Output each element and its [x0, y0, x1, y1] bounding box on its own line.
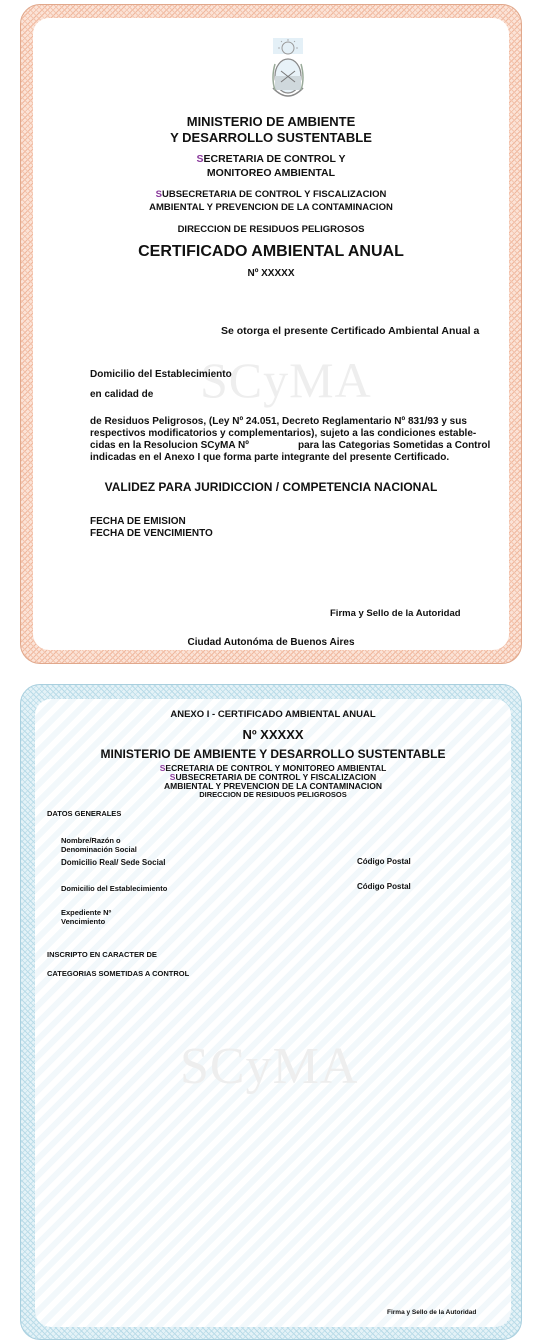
certificate-number: Nº XXXXX — [247, 268, 295, 279]
certificate-title: CERTIFICADO AMBIENTAL ANUAL — [138, 243, 404, 260]
fecha-emision-label: FECHA DE EMISION — [90, 516, 186, 527]
codigo-postal-label-1: Código Postal — [357, 857, 411, 866]
annex-inner-panel — [35, 699, 511, 1327]
datos-generales-label: DATOS GENERALES — [47, 809, 122, 818]
codigo-postal-label-2: Código Postal — [357, 882, 411, 891]
inscripto-label: INSCRIPTO EN CARACTER DE — [47, 950, 157, 959]
direccion-label: DIRECCION DE RESIDUOS PELIGROSOS — [177, 224, 365, 235]
annex-secretaria: SECRETARIA DE CONTROL Y MONITOREO AMBIENTAL — [159, 763, 387, 773]
domicilio-real-label: Domicilio Real/ Sede Social — [61, 858, 166, 867]
annex-direccion: DIRECCION DE RESIDUOS PELIGROSOS — [199, 790, 347, 799]
nombre-label-line1: Nombre/Razón o — [61, 836, 121, 845]
city-label: Ciudad Autonóma de Buenos Aires — [187, 637, 355, 648]
body-line-2: respectivos modificatorios y complementarios), sujeto a las condiciones estable- — [90, 428, 477, 439]
certificate-page — [20, 4, 522, 664]
annex-number: Nº XXXXX — [242, 727, 304, 742]
body-line-4: indicadas en el Anexo I que forma parte integrante del presente Certificado. — [90, 452, 450, 463]
categorias-label: CATEGORIAS SOMETIDAS A CONTROL — [47, 969, 190, 978]
secretaria-line1: SECRETARIA DE CONTROL Y — [196, 153, 346, 165]
firma-label: Firma y Sello de la Autoridad — [330, 608, 461, 619]
certificate-inner-panel — [33, 18, 509, 650]
subsecretaria-line1: SUBSECRETARIA DE CONTROL Y FISCALIZACION — [155, 189, 387, 200]
watermark: SCyMA — [200, 352, 372, 408]
validity-text: VALIDEZ PARA JURIDICCION / COMPETENCIA NACIONAL — [104, 480, 438, 494]
ministry-line1: MINISTERIO DE AMBIENTE — [186, 114, 356, 129]
grant-text: Se otorga el presente Certificado Ambiental Anual a — [221, 325, 480, 337]
annex-heading: ANEXO I - CERTIFICADO AMBIENTAL ANUAL — [170, 709, 376, 720]
expediente-label: Expediente Nº — [61, 908, 112, 917]
annex-page — [20, 684, 522, 1340]
domicilio-label: Domicilio del Establecimiento — [90, 369, 232, 380]
subsecretaria-line2: AMBIENTAL Y PREVENCION DE LA CONTAMINACION — [149, 202, 393, 213]
ministry-line2: Y DESARROLLO SUSTENTABLE — [170, 130, 372, 145]
body-line-3a: cidas en la Resolucion SCyMA Nº — [90, 440, 249, 451]
annex-firma-label: Firma y Sello de la Autoridad — [387, 1309, 477, 1316]
argentina-coat-of-arms-icon — [269, 38, 307, 106]
annex-ministry: MINISTERIO DE AMBIENTE Y DESARROLLO SUSTENTABLE — [100, 747, 446, 761]
domicilio-establecimiento-label: Domicilio del Establecimiento — [61, 884, 168, 893]
nombre-label-line2: Denominación Social — [61, 845, 137, 854]
calidad-label: en calidad de — [90, 389, 154, 400]
body-line-1: de Residuos Peligrosos, (Ley Nº 24.051, Decreto Reglamentario Nº 831/93 y sus — [90, 416, 467, 427]
body-line-3b: para las Categorias Sometidas a Control — [298, 440, 491, 451]
fecha-vencimiento-label: FECHA DE VENCIMIENTO — [90, 528, 213, 539]
annex-watermark: SCyMA — [180, 1038, 359, 1095]
annex-subsecretaria-line1: SUBSECRETARIA DE CONTROL Y FISCALIZACION — [169, 772, 377, 782]
vencimiento-label: Vencimiento — [61, 917, 106, 926]
secretaria-line2: MONITOREO AMBIENTAL — [206, 167, 336, 179]
annex-subsecretaria-line2: AMBIENTAL Y PREVENCION DE LA CONTAMINACION — [163, 781, 383, 791]
